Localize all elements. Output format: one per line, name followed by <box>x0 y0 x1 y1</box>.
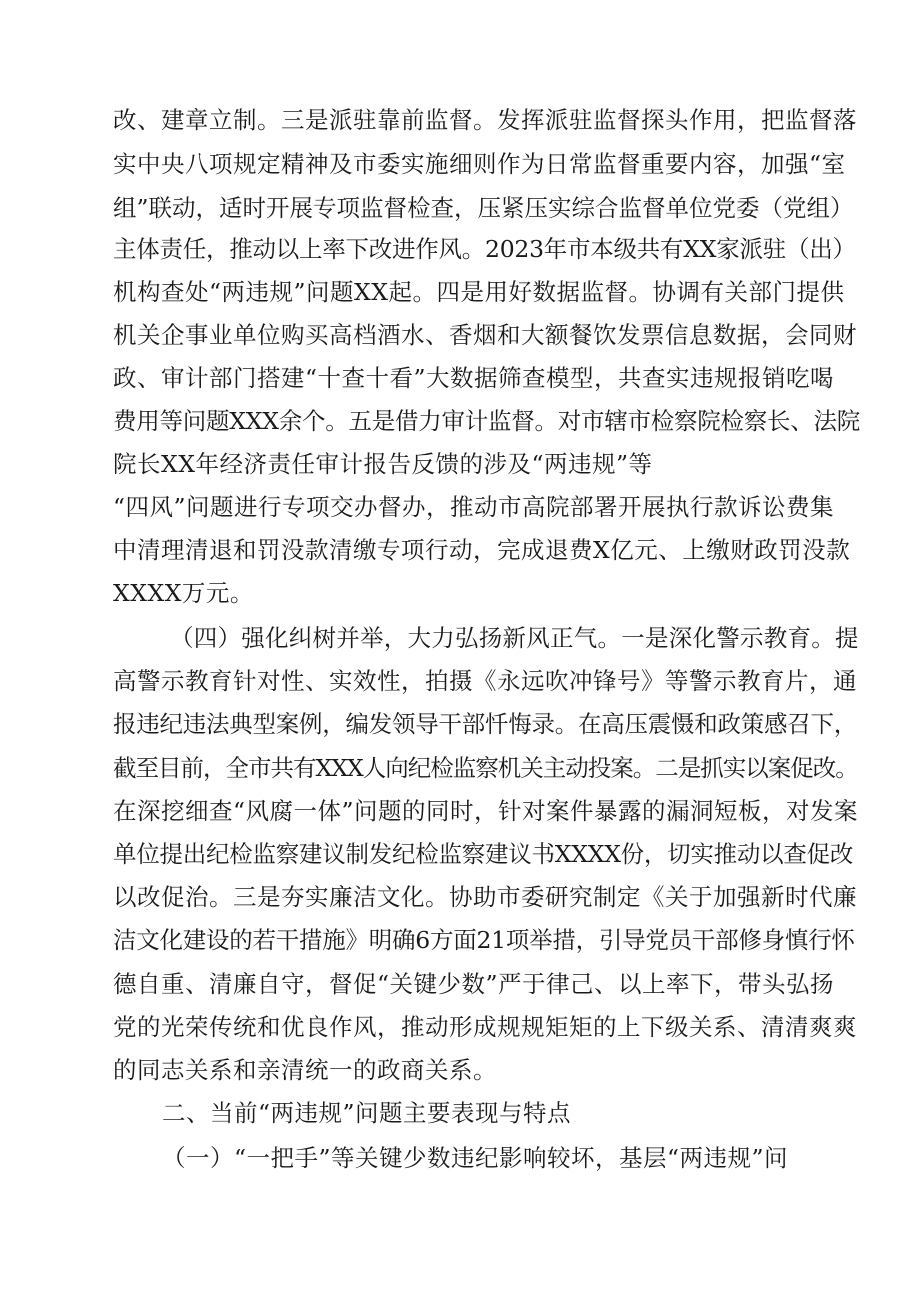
subsection-heading: （一）“一把手”等关键少数违纪影响较坏，基层“两违规”问 <box>162 1144 789 1172</box>
text-line-13: （四）强化纠树并举，大力弘扬新风正气。一是深化警示教育。提 <box>170 624 859 652</box>
section-heading: 二、当前“两违规”问题主要表现与特点 <box>162 1099 572 1127</box>
text-line-15: 报违纪违法典型案例，编发领导干部忏悔录。在高压震慑和政策感召下， <box>113 710 857 738</box>
text-line-1: 改、建章立制。三是派驻靠前监督。发挥派驻监督探头作用，把监督落 <box>113 106 857 134</box>
text-line-19: 以改促治。三是夯实廉洁文化。协助市委研究制定《关于加强新时代廉 <box>113 883 857 911</box>
text-line-14: 高警示教育针对性、实效性，拍摄《永远吹冲锋号》等警示教育片，通 <box>113 667 857 695</box>
text-line-11: 中清理清退和罚没款清缴专项行动，完成退费X亿元、上缴财政罚没款 <box>113 536 851 564</box>
text-line-4: 主体责任，推动以上率下改进作风。2023年市本级共有XX家派驻（出） <box>113 235 856 263</box>
text-line-23: 的同志关系和亲清统一的政商关系。 <box>113 1056 497 1084</box>
text-line-9: 院长XX年经济责任审计报告反馈的涉及“两违规”等 <box>113 450 653 478</box>
text-line-22: 党的光荣传统和优良作风，推动形成规规矩矩的上下级关系、清清爽爽 <box>113 1013 857 1041</box>
text-line-20: 洁文化建设的若干措施》明确6方面21项举措，引导党员干部修身慎行怀 <box>113 926 855 954</box>
text-line-18: 单位提出纪检监察建议制发纪检监察建议书XXXX份，切实推动以查促改 <box>113 840 854 868</box>
text-line-10: “四风”问题进行专项交办督办，推动市高院部署开展执行款诉讼费集 <box>113 493 835 521</box>
text-line-16: 截至目前，全市共有XXX人向纪检监察机关主动投案。二是抓实以案促改。 <box>113 754 858 782</box>
text-line-12: XXXX万元。 <box>113 579 254 607</box>
text-line-3: 组”联动，适时开展专项监督检查，压紧压实综合监督单位党委（党组） <box>113 194 854 222</box>
text-line-8: 费用等问题XXX余个。五是借力审计监督。对市辖市检察院检察长、法院 <box>113 407 860 435</box>
text-line-2: 实中央八项规定精神及市委实施细则作为日常监督重要内容，加强“室 <box>113 150 846 178</box>
text-line-6: 机关企事业单位购买高档酒水、香烟和大额餐饮发票信息数据，会同财 <box>113 321 857 349</box>
text-line-7: 政、审计部门搭建“十查十看”大数据筛查模型，共查实违规报销吃喝 <box>113 364 835 392</box>
text-line-21: 德自重、清廉自守，督促“关键少数”严于律己、以上率下，带头弘扬 <box>113 970 835 998</box>
text-line-5: 机构查处“两违规”问题XX起。四是用好数据监督。协调有关部门提供 <box>113 278 845 306</box>
text-line-17: 在深挖细查“风腐一体”问题的同时，针对案件暴露的漏洞短板，对发案 <box>113 797 859 825</box>
